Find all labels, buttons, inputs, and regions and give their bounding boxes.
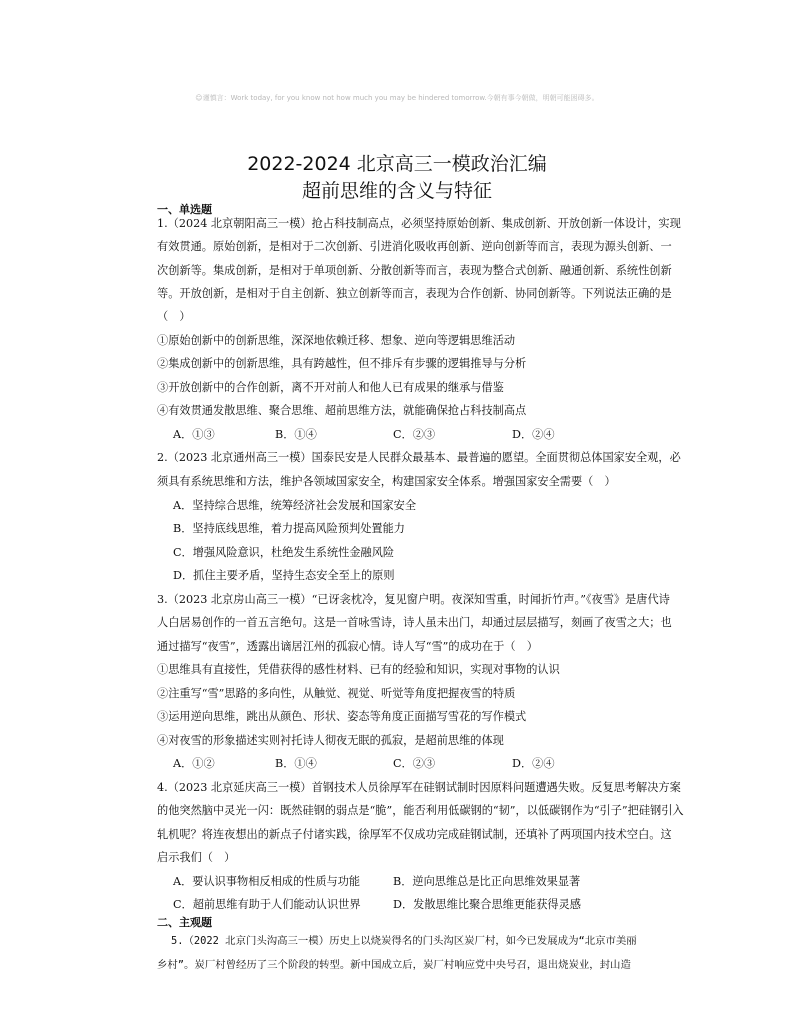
question-1-option-b[interactable]: B．①④: [275, 428, 317, 441]
question-1-line: 次创新等。集成创新，是相对于单项创新、分散创新等而言，表现为整合式创新、融通创新、系统性创新: [157, 264, 672, 277]
question-1-statement: ④有效贯通发散思维、聚合思维、超前思维方法，就能确保抢占科技制高点: [157, 404, 527, 417]
question-1-option-c[interactable]: C．②③: [393, 428, 436, 441]
question-1-statement: ①原始创新中的创新思维，深深地依赖迁移、想象、逆向等逻辑思维活动: [157, 334, 516, 347]
question-4-option-a[interactable]: A．要认识事物相反相成的性质与功能: [173, 875, 361, 888]
question-2-option-c[interactable]: C．增强风险意识，杜绝发生系统性金融风险: [173, 546, 395, 559]
question-3-option-c[interactable]: C．②③: [393, 757, 436, 770]
question-4-option-c[interactable]: C．超前思维有助于人们能动认识世界: [173, 898, 361, 911]
question-2-line: 2.（2023 北京通州高三一模）国泰民安是人民群众最基本、最普遍的愿望。全面贯彻总体国家安全观，必: [157, 451, 681, 464]
document-title: 2022-2024 北京高三一模政治汇编: [247, 153, 547, 175]
question-1-line: 有效贯通。原始创新，是相对于二次创新、引进消化吸收再创新、逆向创新等而言，表现为源头创新、一: [157, 240, 672, 253]
question-3-statement: ④对夜雪的形象描述实则衬托诗人彻夜无眠的孤寂，是超前思维的体现: [157, 734, 504, 747]
section-heading-subjective: 二、主观题: [157, 916, 212, 929]
question-2-option-a[interactable]: A．坚持综合思维，统筹经济社会发展和国家安全: [173, 499, 417, 512]
question-2-option-d[interactable]: D．抓住主要矛盾，坚持生态安全至上的原则: [173, 569, 395, 582]
section-heading-single-choice: 一、单选题: [157, 203, 212, 216]
question-2-option-b[interactable]: B．坚持底线思维，着力提高风险预判处置能力: [173, 522, 405, 535]
question-5-line: 乡村”。炭厂村曾经历了三个阶段的转型。新中国成立后，炭厂村响应党中央号召，退出烧炭业，封山造: [157, 959, 631, 971]
question-3-line: 3.（2023 北京房山高三一模）“已讶衾枕冷，复见窗户明。夜深知雪重，时闻折竹声。”《夜雪》是唐代诗: [157, 593, 670, 606]
question-1-option-a[interactable]: A．①③: [173, 428, 215, 441]
question-1-option-d[interactable]: D．②④: [512, 428, 555, 441]
watermark-text: ☺谨慎言：Work today, for you know not how much you may be hindered tomorrow.今朝有事今朝做，明朝可能困碍多。: [195, 94, 599, 102]
question-2-line: 须具有系统思维和方法，维护各领域国家安全，构建国家安全体系。增强国家安全需要（ ）: [157, 475, 616, 488]
question-1-statement: ②集成创新中的创新思维，具有跨越性，但不排斥有步骤的逻辑推导与分析: [157, 357, 527, 370]
question-3-option-b[interactable]: B．①④: [275, 757, 317, 770]
question-3-option-a[interactable]: A．①②: [173, 757, 215, 770]
question-4-line: 4.（2023 北京延庆高三一模）首钢技术人员徐厚军在硅钢试制时因原料问题遭遇失败。反复思考解决方案: [157, 781, 681, 794]
question-4-option-d[interactable]: D．发散思维比聚合思维更能获得灵感: [393, 898, 581, 911]
question-3-line: 通过描写“夜雪”，透露出谪居江州的孤寂心情。诗人写“雪”的成功在于（ ）: [157, 640, 538, 653]
question-5-line: 5.（2022 北京门头沟高三一模）历史上以烧炭得名的门头沟区炭厂村，如今已发展成为“北京市美丽: [171, 935, 637, 947]
question-3-option-d[interactable]: D．②④: [512, 757, 555, 770]
question-3-statement: ①思维具有直接性，凭借获得的感性材料、已有的经验和知识，实现对事物的认识: [157, 663, 560, 676]
question-1-line: 1.（2024 北京朝阳高三一模）抢占科技制高点，必须坚持原始创新、集成创新、开放创新一体设计，实现: [157, 217, 681, 230]
question-3-statement: ③运用逆向思维，跳出从颜色、形状、姿态等角度正面描写雪花的写作模式: [157, 710, 527, 723]
question-4-line: 的他突然脑中灵光一闪：既然硅钢的弱点是“脆”，能否利用低碳钢的“韧”，以低碳钢作为“引子”把硅钢引入: [157, 804, 684, 817]
document-subtitle: 超前思维的含义与特征: [301, 180, 492, 202]
question-4-option-b[interactable]: B．逆向思维总是比正向思维效果显著: [393, 875, 581, 888]
question-3-line: 人白居易创作的一首五言绝句。这是一首咏雪诗，诗人虽未出门，却通过层层描写，刻画了夜雪之大；也: [157, 616, 672, 629]
question-1-line: 等。开放创新，是相对于自主创新、独立创新等而言，表现为合作创新、协同创新等。下列说法正确的是: [157, 287, 672, 300]
question-3-statement: ②注重写“雪”思路的多向性，从触觉、视觉、听觉等角度把握夜雪的特质: [157, 687, 516, 700]
question-1-line: （ ）: [157, 310, 191, 323]
question-4-line: 轧机呢？将连夜想出的新点子付诸实践，徐厚军不仅成功完成硅钢试制，还填补了两项国内技术空白。这: [157, 828, 672, 841]
question-4-line: 启示我们（ ）: [157, 851, 236, 864]
question-1-statement: ③开放创新中的合作创新，离不开对前人和他人已有成果的继承与借鉴: [157, 381, 504, 394]
